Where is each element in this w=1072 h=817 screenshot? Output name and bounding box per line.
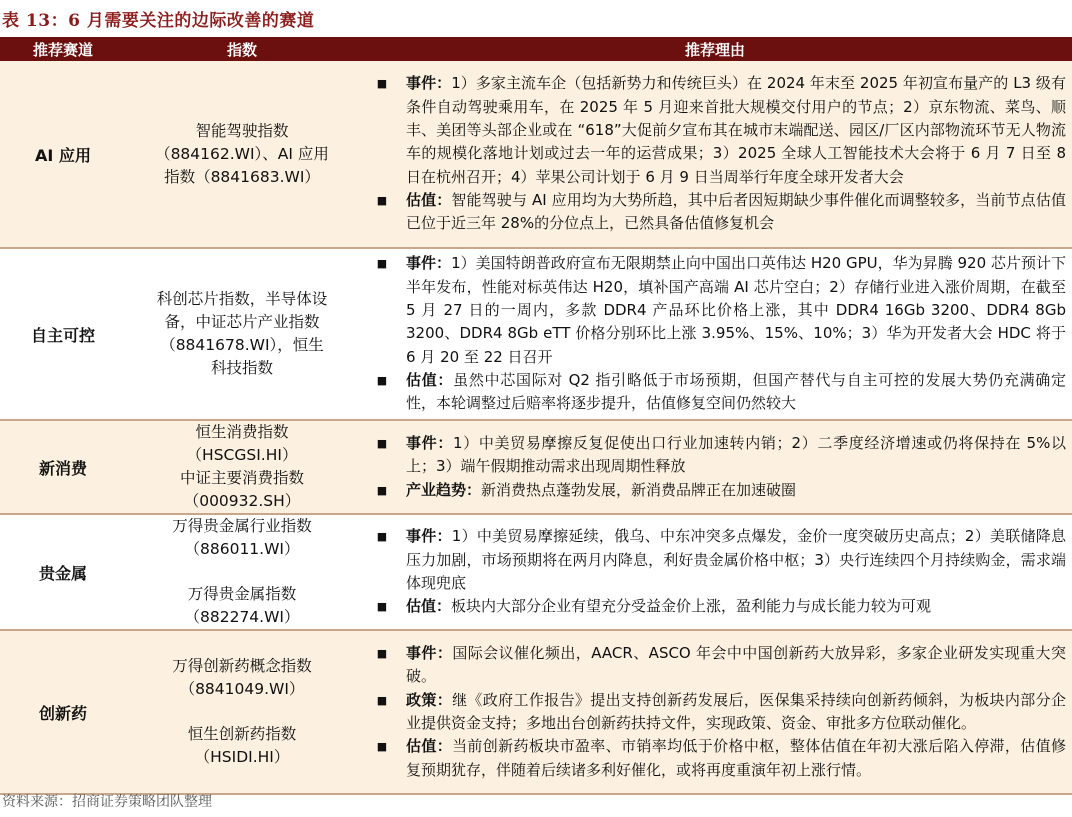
index-line: 指数（8841683.WI） (164, 167, 320, 186)
index-line: 恒生消费指数 (195, 423, 289, 441)
reason-item (358, 369, 1066, 416)
sector-cell: 创新药 (0, 630, 126, 794)
table-row (0, 420, 1072, 514)
index-line: 科创芯片指数，半导体设 (156, 290, 328, 308)
index-line (134, 561, 350, 583)
table-row (0, 630, 1072, 794)
reason-text: 1）多家主流车企（包括新势力和传统巨头）在 2024 年末至 2025 年初宣布量产的 L3 级有条件自动驾驶乘用车，在 2025 年 5 月迎来首批大规模交付用户的节点；2）京东物流、菜鸟、顺丰、美团等头部企业或在 “618”大促前夕宣布其在城市末端配送、园区/厂区内部物流环节无人物流车的规模化落地计划或过去一年的运营成果；3）2025 全球人工智能技术大会将于 6 月 7 日至 8 日在杭州召开；4）苹果公司计划于 6 月 9 日当周举行年度全球开发者大会 (406, 74, 1066, 186)
square-bullet-icon: ■ (376, 740, 388, 754)
header-index: 指数 (126, 37, 358, 61)
table-row (0, 514, 1072, 630)
header-row (0, 37, 1072, 61)
reason-label: 估值： (406, 737, 453, 756)
reason-cell (358, 630, 1072, 794)
reason-cell (358, 420, 1072, 514)
sector-cell: 自主可控 (0, 248, 126, 420)
sector-cell: 新消费 (0, 420, 126, 514)
index-line: （HSIDI.HI） (194, 748, 290, 766)
reason-text: 1）中美贸易摩擦延续，俄乌、中东冲突多点爆发，金价一度突破历史高点；2）美联储降息压力加剧，市场预期将在两月内降息，利好贵金属价格中枢；3）央行连续四个月持续购金，需求端体现兜底 (406, 527, 1066, 592)
index-line: （HSCGSI.HI） (186, 446, 298, 464)
index-line: 万得贵金属指数 (187, 585, 297, 603)
index-line: 中证主要消费指数 (179, 469, 304, 487)
index-line (134, 701, 350, 723)
square-bullet-icon: ■ (376, 647, 388, 661)
reason-label: 事件： (406, 74, 452, 93)
index-line: 恒生创新药指数 (187, 725, 297, 743)
index-cell (126, 514, 358, 630)
reason-text: 智能驾驶与 AI 应用均为大势所趋，其中后者因短期缺少事件催化而调整较多，当前节点估值已位于近三年 28%的分位点上，已然具备估值修复机会 (406, 190, 1066, 233)
square-bullet-icon: ■ (376, 193, 388, 207)
reason-item (358, 479, 1066, 502)
index-line: 万得贵金属行业指数 (172, 517, 312, 535)
square-bullet-icon: ■ (376, 600, 388, 614)
reason-item (358, 595, 1066, 618)
index-line: （000932.SH） (183, 492, 301, 510)
square-bullet-icon: ■ (376, 373, 388, 387)
reason-label: 事件： (406, 254, 452, 273)
square-bullet-icon: ■ (376, 437, 388, 451)
index-line: （8841049.WI） (179, 680, 305, 698)
reason-item (358, 432, 1066, 479)
reason-label: 估值： (406, 370, 454, 389)
reason-label: 事件： (406, 644, 453, 663)
reason-item (358, 689, 1066, 736)
reason-cell (358, 514, 1072, 630)
square-bullet-icon: ■ (376, 483, 388, 497)
reason-text: 继《政府工作报告》提出支持创新药发展后，医保集采持续向创新药倾斜，为板块内部分企业提供资金支持；多地出台创新药扶持文件，实现政策、资金、审批多方位联动催化。 (406, 690, 1066, 732)
reason-label: 产业趋势： (406, 480, 482, 499)
index-cell (126, 61, 358, 248)
reason-text: 板块内大部分企业有望充分受益金价上涨，盈利能力与成长能力较为可观 (451, 597, 932, 616)
reason-item (358, 72, 1066, 188)
header-sector: 推荐赛道 (0, 37, 126, 61)
index-line: （8841678.WI），恒生 (160, 336, 324, 354)
reason-text: 新消费热点蓬勃发展，新消费品牌正在加速破圈 (481, 480, 797, 499)
sector-cell: AI 应用 (0, 61, 126, 248)
reason-item (358, 189, 1066, 236)
sector-cell: 贵金属 (0, 514, 126, 630)
reason-item (358, 735, 1066, 782)
header-reason: 推荐理由 (358, 37, 1072, 61)
index-line: （884162.WI）、AI 应用 (155, 144, 329, 163)
index-cell (126, 248, 358, 420)
reason-label: 估值： (406, 597, 452, 616)
square-bullet-icon: ■ (376, 77, 388, 91)
index-cell (126, 420, 358, 514)
table-row (0, 248, 1072, 420)
reason-cell (358, 248, 1072, 420)
reason-text: 当前创新药板块市盈率、市销率均低于价格中枢，整体估值在年初大涨后陷入停滞，估值修复预期犹存，伴随着后续诸多利好催化，或将再度重演年初上涨行情。 (406, 737, 1066, 779)
reason-label: 事件： (406, 527, 452, 546)
reason-item (358, 252, 1066, 368)
reason-item (358, 525, 1066, 595)
table-row (0, 61, 1072, 248)
index-line: 智能驾驶指数 (195, 121, 289, 140)
index-line: （886011.WI） (184, 540, 300, 558)
index-line: 万得创新药概念指数 (172, 657, 312, 675)
index-line: 科技指数 (210, 359, 273, 377)
index-cell (126, 630, 358, 794)
reason-cell (358, 61, 1072, 248)
reason-text: 国际会议催化频出，AACR、ASCO 年会中中国创新药大放异彩，多家企业研发实现重大突破。 (406, 644, 1066, 686)
reason-text: 1）中美贸易摩擦反复促使出口行业加速转内销；2）二季度经济增速或仍将保持在 5%以上；3）端午假期推动需求出现周期性释放 (406, 434, 1066, 476)
square-bullet-icon: ■ (376, 257, 388, 271)
index-line: （882274.WI） (184, 608, 300, 626)
source-note: 资料来源：招商证券策略团队整理 (2, 794, 212, 810)
table-title: 表 13：6 月需要关注的边际改善的赛道 (2, 11, 315, 31)
recommendation-table (0, 37, 1072, 795)
index-line: 备，中证芯片产业指数 (164, 313, 320, 331)
reason-text: 1）美国特朗普政府宣布无限期禁止向中国出口英伟达 H20 GPU，华为昇腾 920 芯片预计下半年发布，性能对标英伟达 H20，填补国产高端 AI 芯片空白；2）存储行业进入涨价周期，在截至 5 月 27 日的一周内，多款 DDR4 产品环比价格上涨，其中 DDR4 16Gb 3200、DDR4 8Gb 3200、DDR4 8Gb eTT 价格分别环比上涨 3.95%、15%、10%；3）华为开发者大会 HDC 将于 6 月 20 至 22 日召开 (406, 254, 1066, 366)
reason-item (358, 642, 1066, 689)
square-bullet-icon: ■ (376, 530, 388, 544)
reason-label: 事件： (406, 434, 453, 453)
reason-label: 政策： (406, 690, 453, 709)
square-bullet-icon: ■ (376, 693, 388, 707)
reason-label: 估值： (406, 190, 452, 209)
reason-text: 虽然中芯国际对 Q2 指引略低于市场预期，但国产替代与自主可控的发展大势仍充满确定性，本轮调整过后赔率将逐步提升，估值修复空间仍然较大 (406, 370, 1066, 413)
